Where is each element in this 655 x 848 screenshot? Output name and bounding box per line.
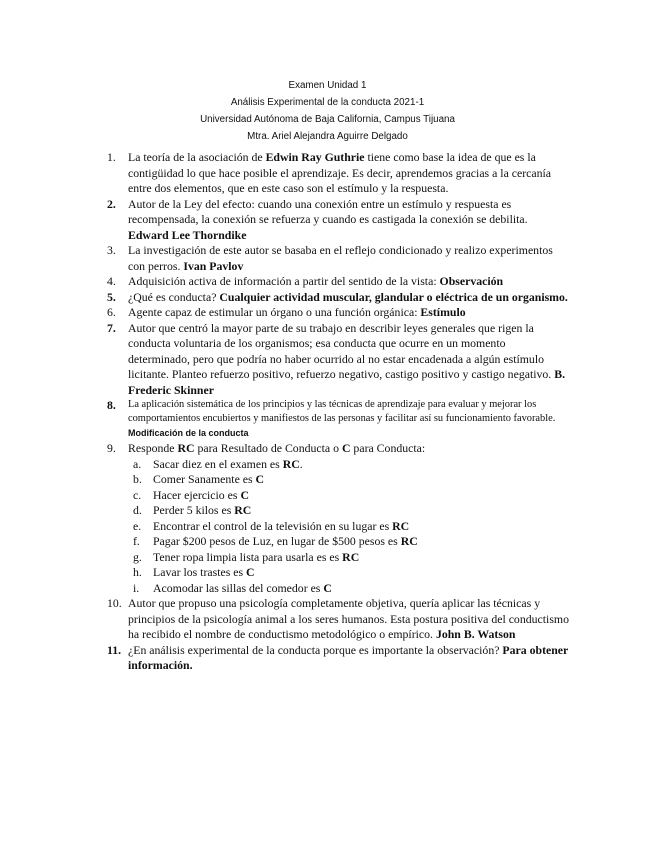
answer: Edward Lee Thorndike — [128, 227, 247, 242]
item-text: Encontrar el control de la televisión en su lugar es RC — [153, 518, 410, 533]
exam-title: Examen Unidad 1 — [288, 80, 367, 91]
question-9 — [107, 441, 569, 457]
item-text: Acomodar las sillas del comedor es C — [153, 580, 332, 595]
question-number: 3. — [107, 243, 116, 257]
item-text: Sacar diez en el examen es RC. — [153, 456, 303, 471]
question-text: Adquisición activa de información a partir del sentido de la vista: Observación — [128, 274, 504, 288]
answer: Cualquier actividad muscular, glandular o eléctrica de un organismo. — [219, 289, 568, 304]
question-3 — [107, 243, 569, 274]
answer: C — [323, 580, 332, 595]
list-item — [133, 503, 569, 519]
answer: RC — [342, 549, 360, 564]
question-number: 7. — [107, 320, 116, 335]
item-letter: d. — [133, 503, 142, 517]
question-number: 11. — [107, 642, 122, 657]
question-number: 1. — [107, 150, 116, 164]
question-number: 5. — [107, 289, 116, 304]
question-text: Autor de la Ley del efecto: cuando una conexión entre un estímulo y respuesta es recompensada, la conexión se refuerza y cuando es castigada la conexión se debilita. Edward Lee Thorndike — [128, 196, 528, 242]
answer: John B. Watson — [435, 627, 516, 641]
list-item — [133, 565, 569, 581]
item-text: Pagar $200 pesos de Luz, en lugar de $500 pesos es RC — [153, 534, 418, 548]
answer: C — [240, 487, 249, 502]
question-9-items — [133, 457, 569, 597]
item-letter: c. — [133, 487, 142, 502]
list-item — [133, 472, 569, 488]
question-text: Autor que propuso una psicología completamente objetiva, quería aplicar las técnicas y principios de la psicología animal a los seres humanos. Esta postura positiva del conductismo ha recibido el nombre de conductismo metodológico o empírico. John B. Watson — [128, 596, 569, 641]
university-name: Universidad Autónoma de Baja California, Campus Tijuana — [200, 114, 455, 125]
question-text: La teoría de la asociación de Edwin Ray Guthrie tiene como base la idea de que es la contigüidad lo que hace posible el aprendizaje. Es decir, aprendemos gracias a la cercanía entre dos elementos, que en este caso son el estímulo y la respuesta. — [128, 150, 552, 195]
item-letter: b. — [133, 472, 142, 486]
list-item — [133, 550, 569, 566]
item-text: Lavar los trastes es C — [153, 565, 255, 579]
item-text: Comer Sanamente es C — [153, 472, 265, 486]
question-list — [107, 150, 569, 674]
question-text: ¿Qué es conducta? Cualquier actividad muscular, glandular o eléctrica de un organismo. — [128, 289, 568, 304]
item-letter: a. — [133, 456, 142, 471]
item-letter: h. — [133, 565, 142, 579]
answer: Ivan Pavlov — [183, 258, 244, 273]
question-text: ¿En análisis experimental de la conducta porque es importante la observación? Para obtener información. — [128, 642, 569, 672]
item-text: Perder 5 kilos es RC — [153, 503, 252, 517]
question-1 — [107, 150, 569, 197]
item-text: Hacer ejercicio es C — [153, 487, 249, 502]
item-letter: i. — [133, 580, 140, 595]
question-8 — [107, 398, 569, 441]
question-10 — [107, 596, 569, 643]
answer: RC — [282, 456, 300, 471]
item-letter: e. — [133, 518, 142, 533]
question-6 — [107, 305, 569, 321]
answer: RC — [392, 518, 410, 533]
answer: Para obtener información. — [128, 642, 569, 672]
question-number: 8. — [107, 398, 116, 412]
list-item — [133, 581, 569, 597]
answer: C — [246, 565, 255, 579]
answer: Estímulo — [420, 305, 466, 319]
question-number: 6. — [107, 305, 116, 319]
item-text: Tener ropa limpia lista para usarla es es RC — [153, 549, 360, 564]
answer: Observación — [439, 274, 504, 288]
question-number: 4. — [107, 274, 116, 288]
question-5 — [107, 290, 569, 306]
list-item — [133, 488, 569, 504]
question-text: Autor que centró la mayor parte de su trabajo en describir leyes generales que rigen la conducta voluntaria de los organismos; esa conducta que ocurre en un momento determinado, pero que podría no haber ocurrido al no estar encadenada a algún estímulo licitante. Planteo refuerzo positivo, refuerzo negativo, castigo positivo y castigo negativo. B. Frederic Skinner — [128, 320, 566, 397]
item-letter: f. — [133, 534, 140, 548]
list-item — [133, 519, 569, 535]
course-name: Análisis Experimental de la conducta 2021-1 — [230, 97, 425, 108]
answer: C — [255, 472, 265, 486]
exam-header — [0, 77, 655, 145]
answer: B. Frederic Skinner — [128, 367, 566, 397]
teacher-name: Mtra. Ariel Alejandra Aguirre Delgado — [247, 131, 408, 142]
question-2 — [107, 197, 569, 244]
question-4 — [107, 274, 569, 290]
question-number: 10. — [107, 596, 122, 610]
question-text: La investigación de este autor se basaba en el reflejo condicionado y realizo experimentos con perros. Ivan Pavlov — [128, 243, 553, 273]
list-item — [133, 534, 569, 550]
item-letter: g. — [133, 549, 142, 564]
answer: RC — [400, 534, 418, 548]
question-text: Responde RC para Resultado de Conducta o C para Conducta: — [128, 441, 426, 455]
question-11 — [107, 643, 569, 674]
list-item — [133, 457, 569, 473]
question-text: Agente capaz de estimular un órgano o una función orgánica: Estímulo — [128, 305, 466, 319]
question-7 — [107, 321, 569, 399]
answer: Modificación de la conducta — [128, 428, 249, 438]
answer: RC — [234, 503, 252, 517]
question-number: 9. — [107, 441, 116, 455]
question-text: La aplicación sistemática de los principios y las técnicas de aprendizaje para evaluar y mejorar los comportamientos encubiertos y manifiestos de las personas y facilitar así su funcionamiento favorable. Modificación de la conducta — [128, 399, 556, 438]
answer: Edwin Ray Guthrie — [265, 150, 365, 164]
question-number: 2. — [107, 196, 116, 211]
